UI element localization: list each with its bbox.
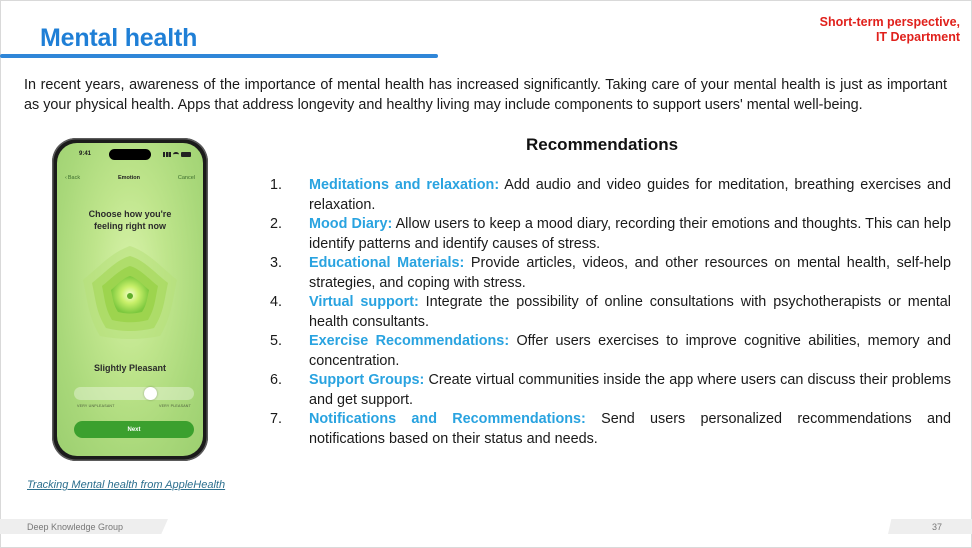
recommendation-desc: Allow users to keep a mood diary, recording their emotions and thoughts. This can help identify patterns and identify causes of stress. bbox=[309, 216, 951, 252]
recommendation-desc: Add audio and video guides for meditation, breathing exercises and relaxation. bbox=[309, 177, 951, 213]
footer-right-bar bbox=[888, 519, 972, 534]
slider-label-left: VERY UNPLEASANT bbox=[77, 404, 115, 408]
slide-title: Mental health bbox=[40, 24, 198, 52]
department-label bbox=[820, 15, 960, 45]
recommendation-text bbox=[309, 176, 951, 215]
recommendation-desc: Integrate the possibility of online consultations with psychotherapists or mental health consultants. bbox=[309, 294, 951, 330]
recommendation-item bbox=[270, 254, 951, 293]
title-underline bbox=[0, 54, 438, 58]
phone-mockup bbox=[52, 138, 208, 461]
recommendation-text bbox=[309, 371, 951, 410]
battery-icon bbox=[181, 152, 191, 157]
mood-flower-graphic bbox=[75, 241, 185, 351]
status-icons bbox=[163, 152, 191, 157]
recommendation-text bbox=[309, 254, 951, 293]
recommendation-desc: Send users personalized recommendations and notifications based on their status and needs. bbox=[309, 411, 952, 447]
mood-slider-thumb[interactable] bbox=[144, 387, 157, 400]
emotion-prompt-line1: Choose how you're bbox=[88, 209, 172, 219]
recommendations-heading: Recommendations bbox=[526, 135, 679, 154]
dynamic-island bbox=[109, 149, 151, 160]
recommendation-number: 2. bbox=[270, 216, 283, 232]
recommendation-desc: Offer users exercises to improve cognitive abilities, memory and concentration. bbox=[309, 333, 951, 369]
image-caption-link[interactable]: Tracking Mental health from AppleHealth bbox=[27, 479, 226, 491]
recommendation-title: Meditations and relaxation: bbox=[309, 177, 500, 193]
department-label-line2: IT Department bbox=[875, 30, 960, 44]
recommendation-number: 3. bbox=[270, 255, 283, 271]
mood-label: Slightly Pleasant bbox=[93, 363, 167, 373]
recommendation-number: 7. bbox=[270, 411, 283, 427]
recommendation-desc: Create virtual communities inside the app where users can discuss their problems and get support. bbox=[309, 372, 951, 408]
recommendation-title: Exercise Recommendations: bbox=[309, 333, 510, 349]
recommendation-number: 4. bbox=[270, 294, 283, 310]
cancel-button[interactable]: Cancel bbox=[177, 175, 195, 181]
slider-labels bbox=[77, 404, 191, 408]
chevron-left-icon: ‹ bbox=[65, 175, 67, 181]
back-label: Back bbox=[67, 175, 81, 181]
mood-slider-track[interactable] bbox=[74, 387, 194, 400]
recommendation-text bbox=[309, 215, 951, 254]
intro-paragraph: In recent years, awareness of the importance of mental health has increased significantly. Taking care of your mental health is just as important as your physical health. Apps that address longevity and healthy living may include components to support users' mental well-being. bbox=[24, 77, 947, 113]
recommendation-title: Support Groups: bbox=[309, 372, 425, 388]
recommendation-item bbox=[270, 176, 951, 215]
emotion-prompt bbox=[57, 208, 203, 232]
wifi-icon bbox=[173, 152, 179, 157]
recommendation-number: 5. bbox=[270, 333, 283, 349]
back-button[interactable] bbox=[65, 175, 80, 181]
recommendation-item bbox=[270, 410, 951, 449]
recommendation-title: Mood Diary: bbox=[309, 216, 393, 232]
recommendation-desc: Provide articles, videos, and other resources on mental health, self-help strategies, and coping with stress. bbox=[309, 255, 951, 291]
recommendation-text bbox=[309, 332, 951, 371]
recommendations-list bbox=[270, 176, 951, 449]
emotion-prompt-line2: feeling right now bbox=[94, 221, 166, 231]
recommendation-item bbox=[270, 215, 951, 254]
page-number: 37 bbox=[932, 522, 943, 532]
phone-screen-title: Emotion bbox=[117, 175, 140, 181]
recommendation-text bbox=[309, 293, 951, 332]
recommendation-item bbox=[270, 332, 951, 371]
phone-screen bbox=[57, 143, 203, 456]
recommendation-number: 1. bbox=[270, 177, 283, 193]
recommendation-item bbox=[270, 371, 951, 410]
recommendation-title: Educational Materials: bbox=[309, 255, 465, 271]
next-button[interactable]: Next bbox=[74, 421, 194, 438]
recommendation-title: Virtual support: bbox=[309, 294, 419, 310]
department-label-line1: Short-term perspective, bbox=[819, 15, 960, 29]
recommendation-number: 6. bbox=[270, 372, 283, 388]
footer-company: Deep Knowledge Group bbox=[27, 522, 124, 532]
slider-label-right: VERY PLEASANT bbox=[158, 404, 191, 408]
mood-flower-icon bbox=[75, 241, 185, 351]
recommendation-title: Notifications and Recommendations: bbox=[309, 411, 586, 427]
recommendation-text bbox=[309, 410, 951, 449]
cellular-signal-icon bbox=[163, 152, 171, 157]
recommendation-item bbox=[270, 293, 951, 332]
phone-time: 9:41 bbox=[79, 151, 92, 157]
phone-nav-bar bbox=[57, 175, 203, 181]
